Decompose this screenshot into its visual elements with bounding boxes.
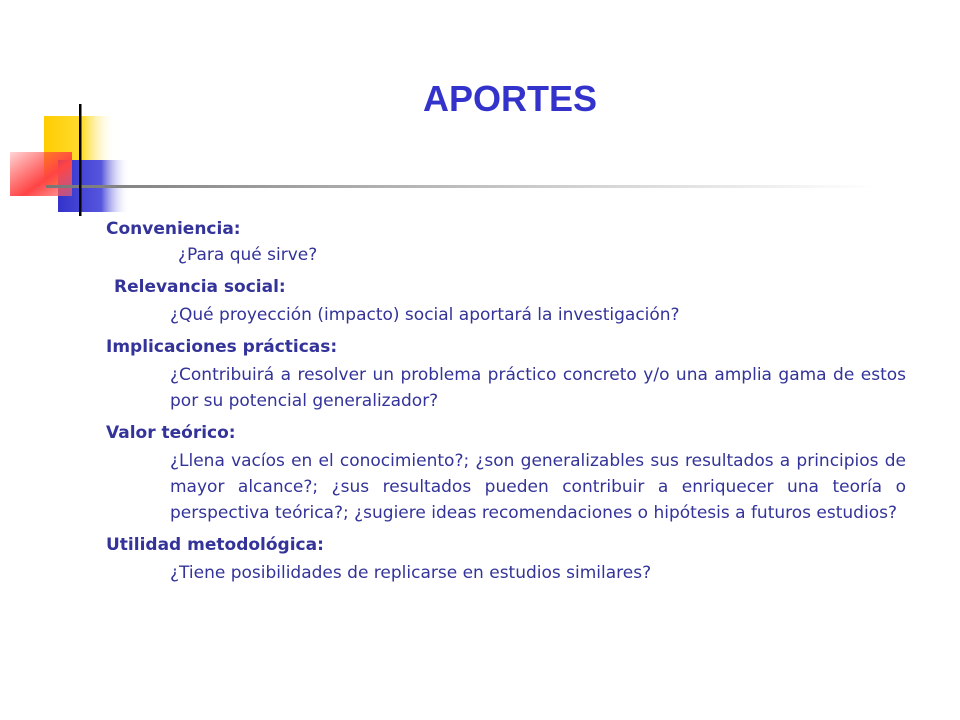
deco-horizontal-line [46,185,876,188]
text-utilidad-metodologica: ¿Tiene posibilidades de replicarse en estudios similares? [170,563,652,583]
text-conveniencia: ¿Para qué sirve? [178,245,318,265]
heading-valor-teorico: Valor teórico: [106,423,236,443]
heading-implicaciones-practicas: Implicaciones prácticas: [106,337,338,357]
deco-vertical-line [79,104,82,216]
text-relevancia-social: ¿Qué proyección (impacto) social aportará la investigación? [170,305,680,325]
deco-red-square [10,152,72,196]
text-implicaciones-practicas: ¿Contribuirá a resolver un problema práctico concreto y/o una amplia gama de estos por su potencial generalizador? [170,365,906,411]
heading-relevancia-social: Relevancia social: [114,277,286,297]
content-list [106,214,906,590]
text-valor-teorico: ¿Llena vacíos en el conocimiento?; ¿son generalizables sus resultados a principios de mayor alcance?; ¿sus resultados pueden contribuir a enriquecer una teoría o perspectiva teórica?; ¿sugiere ideas recomendaciones o hipótesis a futuros estudios? [170,451,906,523]
heading-conveniencia: Conveniencia: [106,219,241,239]
heading-utilidad-metodologica: Utilidad metodológica: [106,535,324,555]
page-title: APORTES [422,78,598,119]
